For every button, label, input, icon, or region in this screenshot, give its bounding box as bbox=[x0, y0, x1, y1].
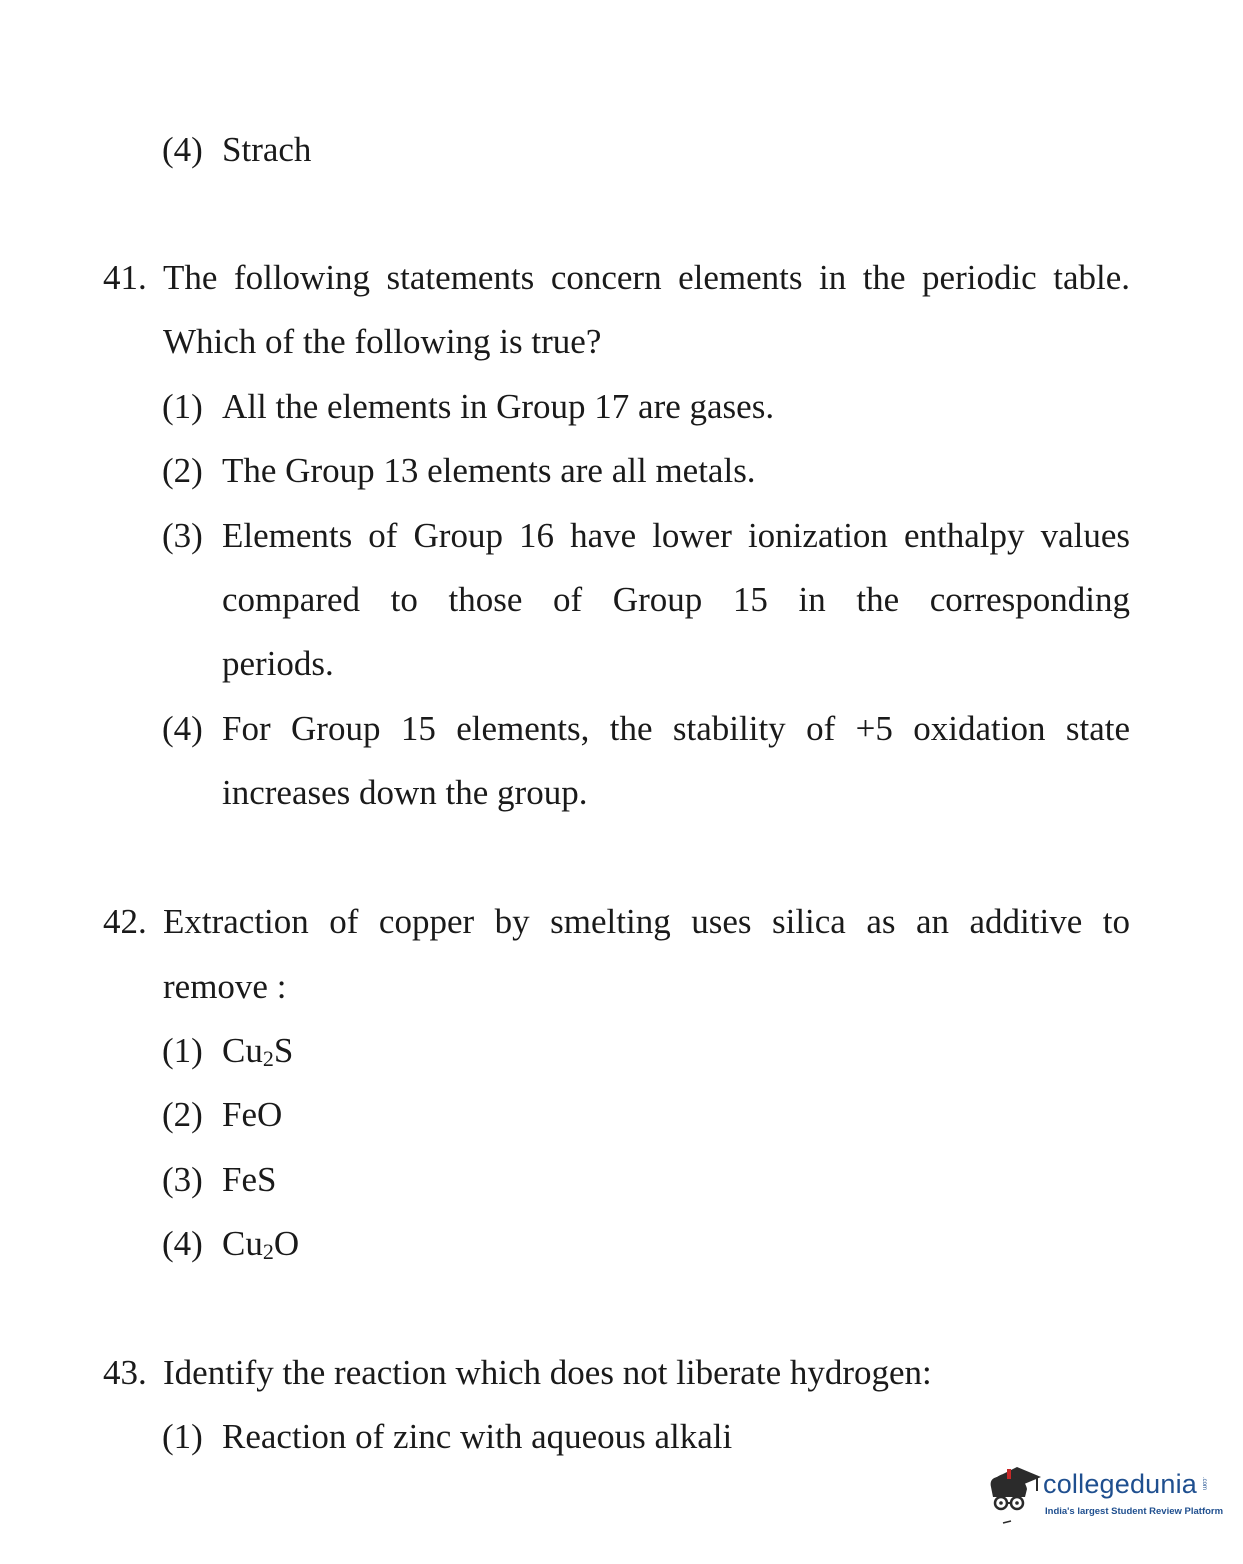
mascot-icon bbox=[985, 1457, 1043, 1529]
option-text: FeO bbox=[222, 1095, 283, 1134]
logo-wordmark: collegedunia bbox=[1043, 1469, 1198, 1499]
logo-tagline: India's largest Student Review Platform bbox=[1045, 1506, 1224, 1517]
option-label: (1) bbox=[162, 387, 203, 426]
question-text: Extraction of copper by smelting uses silica as an additive to bbox=[163, 902, 1130, 941]
formula-part: O bbox=[273, 1224, 300, 1263]
question-number: 41. bbox=[103, 258, 147, 297]
option-text bbox=[222, 1224, 299, 1264]
option-label: (3) bbox=[162, 516, 203, 555]
option-text: Strach bbox=[222, 130, 312, 169]
option-text: periods. bbox=[222, 644, 334, 683]
option-label: (2) bbox=[162, 1095, 203, 1134]
formula-part: Cu bbox=[222, 1031, 263, 1070]
option-text bbox=[222, 1031, 293, 1071]
option-text: increases down the group. bbox=[222, 773, 588, 812]
q42-line2: remove : bbox=[163, 967, 287, 1006]
option-label: (1) bbox=[162, 1031, 203, 1070]
collegedunia-logo bbox=[985, 1455, 1224, 1535]
option-text: compared to those of Group 15 in the corresponding bbox=[222, 580, 1130, 619]
question-number: 42. bbox=[103, 902, 147, 941]
question-number: 43. bbox=[103, 1353, 147, 1392]
formula-part: Cu bbox=[222, 1224, 263, 1263]
option-label: (4) bbox=[162, 709, 203, 748]
option-text: All the elements in Group 17 are gases. bbox=[222, 387, 775, 426]
q41-line2: Which of the following is true? bbox=[163, 322, 602, 361]
option-label: (1) bbox=[162, 1417, 203, 1456]
question-text: Identify the reaction which does not liberate hydrogen: bbox=[163, 1353, 932, 1392]
logo-suffix: .com bbox=[1201, 1477, 1207, 1491]
formula-subscript: 2 bbox=[262, 1046, 274, 1071]
option-label: (2) bbox=[162, 451, 203, 490]
formula-subscript: 2 bbox=[262, 1239, 274, 1264]
question-text: The following statements concern elements in the periodic table. bbox=[163, 258, 1130, 297]
option-label: (4) bbox=[162, 130, 203, 169]
formula-part: S bbox=[273, 1031, 294, 1070]
option-text: Reaction of zinc with aqueous alkali bbox=[222, 1417, 733, 1456]
option-text: FeS bbox=[222, 1160, 277, 1199]
option-text: The Group 13 elements are all metals. bbox=[222, 451, 756, 490]
option-label: (4) bbox=[162, 1224, 203, 1263]
option-label: (3) bbox=[162, 1160, 203, 1199]
option-text: For Group 15 elements, the stability of +5 oxidation state bbox=[222, 709, 1130, 748]
option-text: Elements of Group 16 have lower ionization enthalpy values bbox=[222, 516, 1130, 555]
